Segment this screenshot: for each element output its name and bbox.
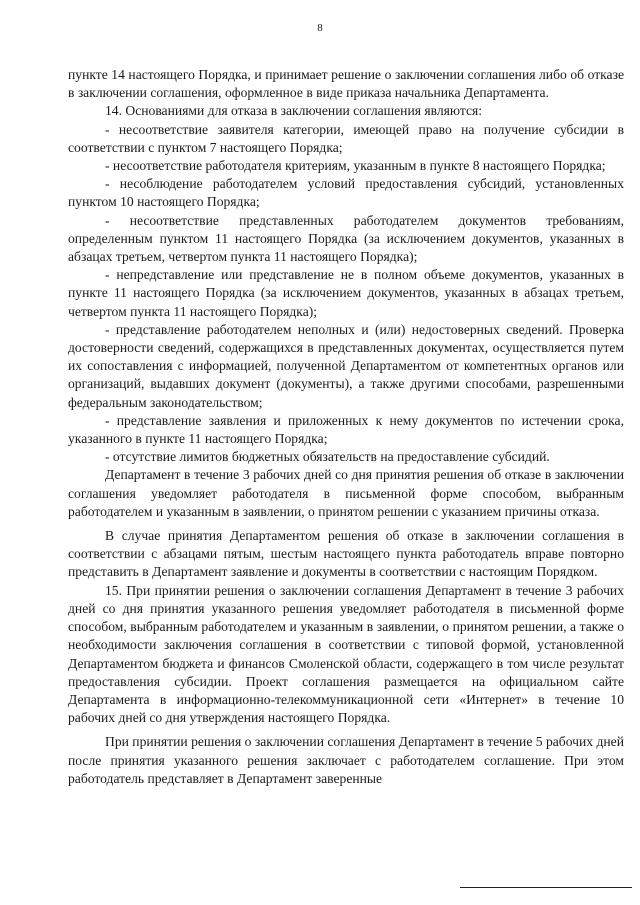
paragraph: пункте 14 настоящего Порядка, и принимает решение о заключении соглашения либо об отказе в заключении соглашения, оформленное в виде приказа начальника Департамента. (68, 67, 624, 101)
paragraph: В случае принятия Департаментом решения об отказе в заключении соглашения в соответствии с абзацами пятым, шестым настоящего пункта работодатель вправе повторно представить в Департамент заявление и документы в соответствии с настоящим Порядком. (68, 528, 624, 580)
list-item: - несоблюдение работодателем условий предоставления субсидий, установленных пунктом 10 настоящего Порядка; (68, 176, 624, 210)
document-body (68, 66, 624, 788)
list-item: - отсутствие лимитов бюджетных обязательств на предоставление субсидий. (105, 449, 550, 465)
paragraph: 14. Основаниями для отказа в заключении соглашения являются: (105, 103, 483, 119)
list-item: - непредставление или представление не в полном объеме документов, указанных в пункте 11 настоящего Порядка (за исключением документов, указанных в абзацах третьем, четвертом пункта 11 настоящего Порядка); (68, 267, 624, 319)
list-item: - представление работодателем неполных и (или) недостоверных сведений. Проверка достоверности сведений, содержащихся в представленных документах, осуществляется путем их сопоставления с информацией, полученной Департаментом от компетентных органов или организаций, выдавших документ (документы), а также другими способами, разрешенными федеральным законодательством; (68, 321, 624, 410)
list-item: - несоответствие работодателя критериям, указанным в пункте 8 настоящего Порядка; (105, 158, 606, 174)
footer-rule (460, 887, 632, 888)
paragraph: Департамент в течение 3 рабочих дней со дня принятия решения об отказе в заключении соглашения уведомляет работодателя в письменной форме способом, выбранным работодателем и указанным в заявлении, о принятом решении с указанием причины отказа. (68, 467, 624, 519)
page-number: 8 (317, 22, 323, 34)
list-item: - несоответствие представленных работодателем документов требованиям, определенным пунктом 11 настоящего Порядка (за исключением документов, указанных в абзацах третьем, четвертом пункта 11 настоящего Порядка); (68, 212, 624, 265)
list-item: - несоответствие заявителя категории, имеющей право на получение субсидии в соответствии с пунктом 7 настоящего Порядка; (68, 121, 624, 155)
paragraph: При принятии решения о заключении соглашения Департамент в течение 5 рабочих дней после принятия указанного решения заключает с работодателем соглашение. При этом работодатель представляет в Департамент заверенные (68, 734, 624, 786)
paragraph: 15. При принятии решения о заключении соглашения Департамент в течение 3 рабочих дней со дня принятия указанного решения уведомляет работодателя в письменной форме способом, выбранным работодателем и указанным в заявлении, о принятом решении, а также о необходимости заключения соглашения в соответствии с типовой формой, установленной Департаментом бюджета и финансов Смоленской области, содержащего в том числе результат предоставления субсидии. Проект соглашения размещается на официальном сайте Департамента в информационно-телекоммуникационной сети «Интернет» в течение 10 рабочих дней со дня утверждения настоящего Порядка. (68, 582, 624, 726)
list-item: - представление заявления и приложенных к нему документов по истечении срока, указанного в пункте 11 настоящего Порядка; (68, 412, 624, 447)
